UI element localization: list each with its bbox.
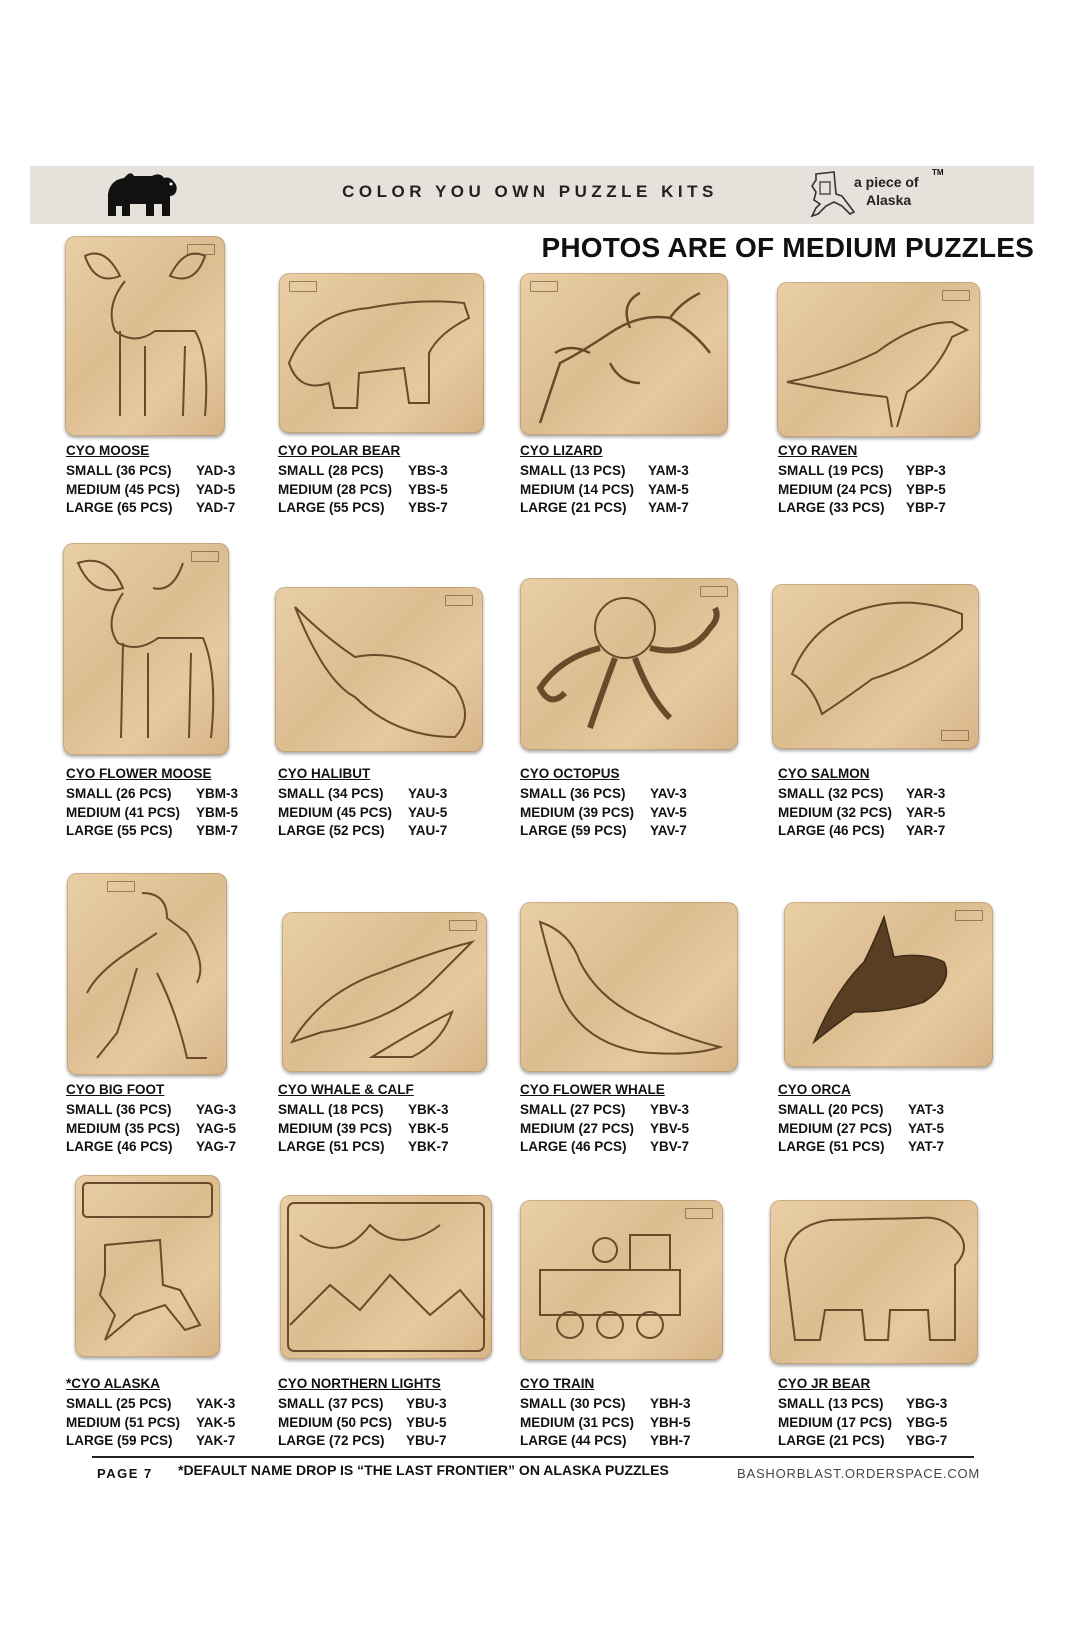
size-label: SMALL (36 PCS)	[66, 1102, 172, 1117]
size-label: SMALL (13 PCS)	[520, 463, 626, 478]
polar-bear-photo	[279, 273, 484, 433]
sku-code: YBV-7	[650, 1139, 690, 1154]
flower-whale-icon	[520, 902, 738, 1072]
polar-bear-icon	[279, 273, 484, 433]
size-label: MEDIUM (39 PCS)	[278, 1120, 393, 1136]
size-row-small	[278, 786, 518, 805]
product-name: *CYO ALASKA	[66, 1376, 161, 1391]
size-row-medium	[778, 482, 1018, 501]
sku-code: YAD-7	[196, 500, 236, 515]
size-label: MEDIUM (51 PCS)	[66, 1414, 181, 1430]
product-info-whale-calf	[278, 1082, 518, 1158]
sku-code: YAR-5	[906, 804, 946, 820]
bear-logo-icon	[104, 170, 180, 222]
sku-code: YBK-5	[408, 1120, 449, 1136]
size-label: MEDIUM (27 PCS)	[778, 1120, 893, 1136]
size-label: SMALL (34 PCS)	[278, 786, 384, 801]
sku-code: YAR-3	[906, 786, 946, 801]
northern-lights-photo	[280, 1195, 492, 1359]
size-label: SMALL (19 PCS)	[778, 463, 884, 478]
sku-code: YBU-7	[406, 1433, 447, 1448]
size-label: LARGE (55 PCS)	[278, 500, 385, 515]
size-label: LARGE (55 PCS)	[66, 823, 173, 838]
sku-code: YBH-5	[650, 1414, 691, 1430]
size-row-large	[278, 1139, 518, 1158]
size-label: MEDIUM (41 PCS)	[66, 804, 181, 820]
footer-url[interactable]: BASHORBLAST.ORDERSPACE.COM	[737, 1466, 981, 1481]
train-icon	[520, 1200, 723, 1360]
size-row-medium	[66, 1121, 306, 1140]
whale-calf-photo	[282, 912, 487, 1072]
size-label: SMALL (26 PCS)	[66, 786, 172, 801]
sku-code: YAV-5	[650, 804, 687, 820]
size-label: SMALL (20 PCS)	[778, 1102, 884, 1117]
product-name: CYO LIZARD	[520, 443, 603, 458]
product-name: CYO BIG FOOT	[66, 1082, 165, 1097]
size-label: LARGE (51 PCS)	[778, 1139, 885, 1154]
size-row-medium	[66, 1415, 306, 1434]
size-row-small	[520, 1102, 760, 1121]
size-row-medium	[778, 1121, 1018, 1140]
size-row-small	[778, 1102, 1018, 1121]
product-name: CYO RAVEN	[778, 443, 858, 458]
size-row-large	[66, 500, 306, 519]
lizard-icon	[520, 273, 728, 435]
sku-code: YBP-5	[906, 481, 946, 497]
sku-code: YBG-5	[906, 1414, 948, 1430]
partner-text-line1: a piece of	[854, 174, 919, 190]
sku-code: YAK-7	[196, 1433, 236, 1448]
size-label: SMALL (37 PCS)	[278, 1396, 384, 1411]
sku-code: YAU-3	[408, 786, 448, 801]
product-info-jr-bear	[778, 1376, 1018, 1452]
size-row-small	[66, 1396, 306, 1415]
product-name: CYO SALMON	[778, 766, 870, 781]
trademark-mark: TM	[932, 168, 944, 177]
big-foot-photo	[67, 873, 227, 1075]
product-info-orca	[778, 1082, 1018, 1158]
sku-code: YAG-7	[196, 1139, 237, 1154]
sku-code: YAV-3	[650, 786, 687, 801]
size-row-small	[778, 1396, 1018, 1415]
size-label: LARGE (59 PCS)	[520, 823, 627, 838]
size-label: MEDIUM (35 PCS)	[66, 1120, 181, 1136]
product-info-big-foot	[66, 1082, 306, 1158]
moose-photo	[65, 236, 225, 436]
sku-code: YAG-3	[196, 1102, 237, 1117]
size-row-small	[66, 1102, 306, 1121]
size-label: MEDIUM (45 PCS)	[278, 804, 393, 820]
size-row-small	[520, 463, 760, 482]
product-info-lizard	[520, 443, 760, 519]
sku-code: YBG-3	[906, 1396, 948, 1411]
sku-code: YBK-3	[408, 1102, 449, 1117]
sku-code: YBU-3	[406, 1396, 447, 1411]
size-row-large	[778, 1433, 1018, 1452]
size-row-small	[778, 786, 1018, 805]
alaska-map-icon	[808, 168, 858, 222]
flower-whale-photo	[520, 902, 738, 1072]
product-info-halibut	[278, 766, 518, 842]
size-label: LARGE (46 PCS)	[66, 1139, 173, 1154]
sku-code: YBH-7	[650, 1433, 691, 1448]
photos-note: PHOTOS ARE OF MEDIUM PUZZLES	[541, 232, 1034, 263]
brand-logo	[104, 170, 180, 222]
sku-code: YAT-7	[908, 1139, 945, 1154]
product-info-alaska	[66, 1376, 306, 1452]
size-row-small	[278, 1102, 518, 1121]
size-row-small	[66, 463, 306, 482]
size-row-large	[520, 500, 760, 519]
size-row-large	[66, 1433, 306, 1452]
size-label: SMALL (30 PCS)	[520, 1396, 626, 1411]
size-row-medium	[520, 1415, 760, 1434]
size-label: MEDIUM (24 PCS)	[778, 481, 893, 497]
size-row-large	[520, 823, 760, 842]
sku-code: YAM-7	[648, 500, 689, 515]
product-name: CYO FLOWER WHALE	[520, 1082, 665, 1097]
size-row-large	[778, 823, 1018, 842]
alaska-puzzle-icon	[75, 1175, 220, 1357]
whale-calf-icon	[282, 912, 487, 1072]
size-row-medium	[778, 805, 1018, 824]
size-label: SMALL (27 PCS)	[520, 1102, 626, 1117]
sku-code: YBP-7	[906, 500, 946, 515]
sku-code: YBS-3	[408, 463, 448, 478]
size-label: MEDIUM (27 PCS)	[520, 1120, 635, 1136]
size-row-medium	[520, 1121, 760, 1140]
size-row-small	[520, 786, 760, 805]
size-label: SMALL (13 PCS)	[778, 1396, 884, 1411]
orca-icon	[784, 902, 993, 1067]
sku-code: YBM-7	[196, 823, 239, 838]
sku-code: YBS-5	[408, 481, 448, 497]
product-name: CYO MOOSE	[66, 443, 150, 458]
product-name: CYO WHALE & CALF	[278, 1082, 414, 1097]
moose-icon	[65, 236, 225, 436]
flower-moose-photo	[63, 543, 229, 755]
size-label: LARGE (72 PCS)	[278, 1433, 385, 1448]
product-name: CYO FLOWER MOOSE	[66, 766, 212, 781]
jr-bear-photo	[770, 1200, 978, 1364]
halibut-photo	[275, 587, 483, 752]
halibut-icon	[275, 587, 483, 752]
product-name: CYO HALIBUT	[278, 766, 371, 781]
size-row-large	[778, 500, 1018, 519]
size-row-large	[778, 1139, 1018, 1158]
sku-code: YBS-7	[408, 500, 448, 515]
sku-code: YAG-5	[196, 1120, 237, 1136]
sku-code: YBU-5	[406, 1414, 447, 1430]
footer-divider	[92, 1456, 974, 1458]
sku-code: YBV-5	[650, 1120, 690, 1136]
size-row-large	[66, 1139, 306, 1158]
size-row-large	[278, 1433, 518, 1452]
size-label: MEDIUM (32 PCS)	[778, 804, 893, 820]
size-row-medium	[278, 482, 518, 501]
product-name: CYO POLAR BEAR	[278, 443, 401, 458]
header-title: COLOR YOU OWN PUZZLE KITS	[342, 182, 718, 201]
product-info-northern-lights	[278, 1376, 518, 1452]
size-row-small	[278, 1396, 518, 1415]
size-label: LARGE (46 PCS)	[520, 1139, 627, 1154]
size-label: SMALL (32 PCS)	[778, 786, 884, 801]
sku-code: YBP-3	[906, 463, 946, 478]
sku-code: YAM-3	[648, 463, 689, 478]
size-row-large	[520, 1139, 760, 1158]
size-label: LARGE (46 PCS)	[778, 823, 885, 838]
size-label: LARGE (65 PCS)	[66, 500, 173, 515]
size-row-large	[278, 500, 518, 519]
octopus-photo	[520, 578, 738, 750]
jr-bear-icon	[770, 1200, 978, 1364]
size-row-small	[520, 1396, 760, 1415]
size-label: LARGE (44 PCS)	[520, 1433, 627, 1448]
sku-code: YBV-3	[650, 1102, 690, 1117]
size-label: MEDIUM (50 PCS)	[278, 1414, 393, 1430]
sku-code: YBM-5	[196, 804, 239, 820]
product-info-flower-moose	[66, 766, 306, 842]
product-info-octopus	[520, 766, 760, 842]
page-number: PAGE 7	[97, 1466, 153, 1481]
sku-code: YAD-3	[196, 463, 236, 478]
size-label: MEDIUM (45 PCS)	[66, 481, 181, 497]
product-name: CYO NORTHERN LIGHTS	[278, 1376, 441, 1391]
sku-code: YAM-5	[648, 481, 689, 497]
size-row-medium	[278, 805, 518, 824]
sku-code: YAU-5	[408, 804, 448, 820]
size-row-small	[278, 463, 518, 482]
size-row-small	[66, 786, 306, 805]
size-label: LARGE (59 PCS)	[66, 1433, 173, 1448]
size-label: SMALL (25 PCS)	[66, 1396, 172, 1411]
big-foot-icon	[67, 873, 227, 1075]
product-name: CYO TRAIN	[520, 1376, 595, 1391]
sku-code: YAK-3	[196, 1396, 236, 1411]
sku-code: YBH-3	[650, 1396, 691, 1411]
product-info-salmon	[778, 766, 1018, 842]
size-row-large	[66, 823, 306, 842]
size-label: LARGE (33 PCS)	[778, 500, 885, 515]
product-info-train	[520, 1376, 760, 1452]
size-row-medium	[66, 805, 306, 824]
size-label: MEDIUM (17 PCS)	[778, 1414, 893, 1430]
product-info-moose	[66, 443, 306, 519]
alaska-photo	[75, 1175, 220, 1357]
sku-code: YAV-7	[650, 823, 687, 838]
product-info-polar-bear	[278, 443, 518, 519]
size-label: LARGE (51 PCS)	[278, 1139, 385, 1154]
size-label: MEDIUM (28 PCS)	[278, 481, 393, 497]
size-label: LARGE (21 PCS)	[778, 1433, 885, 1448]
raven-photo	[777, 282, 980, 437]
partner-text-line2: Alaska	[866, 192, 912, 208]
size-label: MEDIUM (14 PCS)	[520, 481, 635, 497]
size-row-medium	[278, 1121, 518, 1140]
sku-code: YBM-3	[196, 786, 239, 801]
product-info-flower-whale	[520, 1082, 760, 1158]
sku-code: YAK-5	[196, 1414, 236, 1430]
size-label: SMALL (18 PCS)	[278, 1102, 384, 1117]
sku-code: YAT-3	[908, 1102, 945, 1117]
size-label: LARGE (21 PCS)	[520, 500, 627, 515]
salmon-photo	[772, 584, 979, 749]
size-row-large	[520, 1433, 760, 1452]
product-name: CYO OCTOPUS	[520, 766, 620, 781]
size-row-medium	[278, 1415, 518, 1434]
sku-code: YAU-7	[408, 823, 448, 838]
octopus-icon	[520, 578, 738, 750]
size-row-small	[778, 463, 1018, 482]
raven-icon	[777, 282, 980, 437]
size-label: LARGE (52 PCS)	[278, 823, 385, 838]
size-label: MEDIUM (31 PCS)	[520, 1414, 635, 1430]
salmon-icon	[772, 584, 979, 749]
footer-note: *DEFAULT NAME DROP IS “THE LAST FRONTIER” ON ALASKA PUZZLES	[178, 1462, 669, 1478]
size-row-large	[278, 823, 518, 842]
partner-logo	[808, 168, 958, 224]
size-row-medium	[520, 805, 760, 824]
size-label: SMALL (36 PCS)	[520, 786, 626, 801]
northern-lights-icon	[280, 1195, 492, 1359]
flower-moose-icon	[63, 543, 229, 755]
sku-code: YBG-7	[906, 1433, 948, 1448]
product-name: CYO JR BEAR	[778, 1376, 871, 1391]
product-name: CYO ORCA	[778, 1082, 851, 1097]
sku-code: YAD-5	[196, 481, 236, 497]
lizard-photo	[520, 273, 728, 435]
size-label: MEDIUM (39 PCS)	[520, 804, 635, 820]
size-row-medium	[778, 1415, 1018, 1434]
sku-code: YBK-7	[408, 1139, 449, 1154]
size-label: SMALL (36 PCS)	[66, 463, 172, 478]
size-label: SMALL (28 PCS)	[278, 463, 384, 478]
product-info-raven	[778, 443, 1018, 519]
size-row-medium	[66, 482, 306, 501]
size-row-medium	[520, 482, 760, 501]
orca-photo	[784, 902, 993, 1067]
sku-code: YAR-7	[906, 823, 946, 838]
train-photo	[520, 1200, 723, 1360]
sku-code: YAT-5	[908, 1120, 945, 1136]
